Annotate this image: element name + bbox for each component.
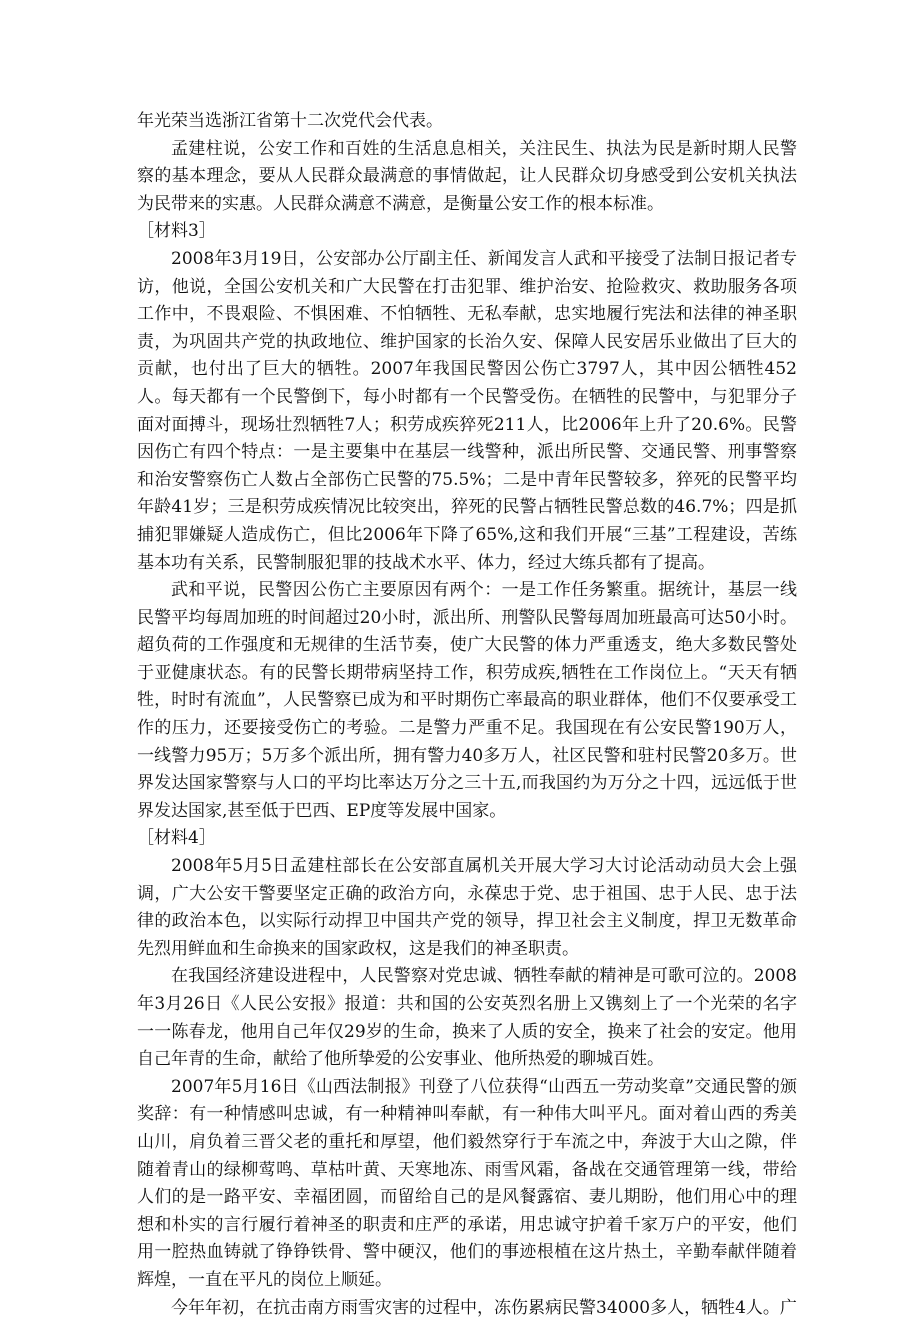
paragraph-2: 孟建柱说，公安工作和百姓的生活息息相关，关注民生、执法为民是新时期人民警察的基本理念，要从人民群众最满意的事情做起，让人民群众切身感受到公安机关执法为民带来的实惠。人民群众满意不满意，是衡量公安工作的根本标准。 — [137, 138, 797, 214]
document-page — [137, 108, 797, 1322]
section-label-material-3: ［材料3］ — [137, 221, 216, 242]
paragraph-7: 2007年5月16日《山西法制报》刊登了八位获得“山西五一劳动奖章”交通民警的颁奖辞：有一种情感叫忠诚，有一种精神叫奉献，有一种伟大叫平凡。面对着山西的秀美山川，肩负着三晋父老的重托和厚望，他们毅然穿行于车流之中，奔波于大山之隙，伴随着青山的绿柳莺鸣、草枯叶黄、天寒地冻、雨雪风霜，备战在交通管理第一线，带给人们的是一路平安、幸福团圆，而留给自己的是风餐露宿、妻儿期盼，他们用心中的理想和朴实的言行履行着神圣的职责和庄严的承诺，用忠诚守护着千家万户的平安，他们用一腔热血铸就了铮铮铁骨、警中硬汉，他们的事迹根植在这片热土，辛勤奉献伴随着辉煌，一直在平凡的岗位上顺延。 — [137, 1076, 797, 1290]
section-label-material-4: ［材料4］ — [137, 828, 216, 849]
paragraph-1: 年光荣当选浙江省第十二次党代会代表。 — [137, 111, 443, 131]
paragraph-3: 2008年3月19日，公安部办公厅副主任、新闻发言人武和平接受了法制日报记者专访，他说，全国公安机关和广大民警在打击犯罪、维护治安、抢险救灾、救助服务各项工作中，不畏艰险、不惧困难、不怕牺牲、无私奉献，忠实地履行宪法和法律的神圣职责，为巩固共产党的执政地位、维护国家的长治久安、保障人民安居乐业做出了巨大的贡献，也付出了巨大的牺牲。2007年我国民警因公伤亡3797人，其中因公牺牲452人。每天都有一个民警倒下，每小时都有一个民警受伤。在牺牲的民警中，与犯罪分子面对面搏斗，现场壮烈牺牲7人；积劳成疾猝死211人，比2006年上升了20.6%。民警因伤亡有四个特点：一是主要集中在基层一线警种，派出所民警、交通民警、刑事警察和治安警察伤亡人数占全部伤亡民警的75.5%；二是中青年民警较多，猝死的民警平均年龄41岁；三是积劳成疾情况比较突出，猝死的民警占牺牲民警总数的46.7%；四是抓捕犯罪嫌疑人造成伤亡，但比2006年下降了65%,这和我们开展“三基”工程建设，苦练基本功有关系，民警制服犯罪的技战术水平、体力，经过大练兵都有了提高。 — [137, 248, 797, 573]
paragraph-6: 在我国经济建设进程中，人民警察对党忠诚、牺牲奉献的精神是可歌可泣的。2008年3月26日《人民公安报》报道：共和国的公安英烈名册上又镌刻上了一个光荣的名字一一陈春龙，他用自己年仅29岁的生命，换来了人质的安全，换来了社会的安定。他用自己年青的生命，献给了他所挚爱的公安事业、他所热爱的聊城百姓。 — [137, 966, 797, 1070]
paragraph-4: 武和平说，民警因公伤亡主要原因有两个：一是工作任务繁重。据统计，基层一线民警平均每周加班的时间超过20小时，派出所、刑警队民警每周加班最高可达50小时。超负荷的工作强度和无规律的生活节奏，使广大民警的体力严重透支，绝大多数民警处于亚健康状态。有的民警长期带病坚持工作，积劳成疾,牺牲在工作岗位上。“天天有牺牲，时时有流血”，人民警察已成为和平时期伤亡率最高的职业群体，他们不仅要承受工作的压力，还要接受伤亡的考验。二是警力严重不足。我国现在有公安民警190万人，一线警力95万；5万多个派出所，拥有警力40多万人，社区民警和驻村民警20多万。世界发达国家警察与人口的平均比率达万分之三十五,而我国约为万分之十四，远远低于世界发达国家,甚至低于巴西、EP度等发展中国家。 — [137, 580, 797, 821]
paragraph-8: 今年年初，在抗击南方雨雪灾害的过程中，冻伤累病民警34000多人，牺牲4人。广 — [171, 1297, 797, 1318]
paragraph-5: 2008年5月5日孟建柱部长在公安部直属机关开展大学习大讨论活动动员大会上强调，广大公安干警要坚定正确的政治方向，永葆忠于党、忠于祖国、忠于人民、忠于法律的政治本色，以实际行动捍卫中国共产党的领导，捍卫社会主义制度，捍卫无数革命先烈用鲜血和生命换来的国家政权，这是我们的神圣职责。 — [137, 856, 797, 959]
